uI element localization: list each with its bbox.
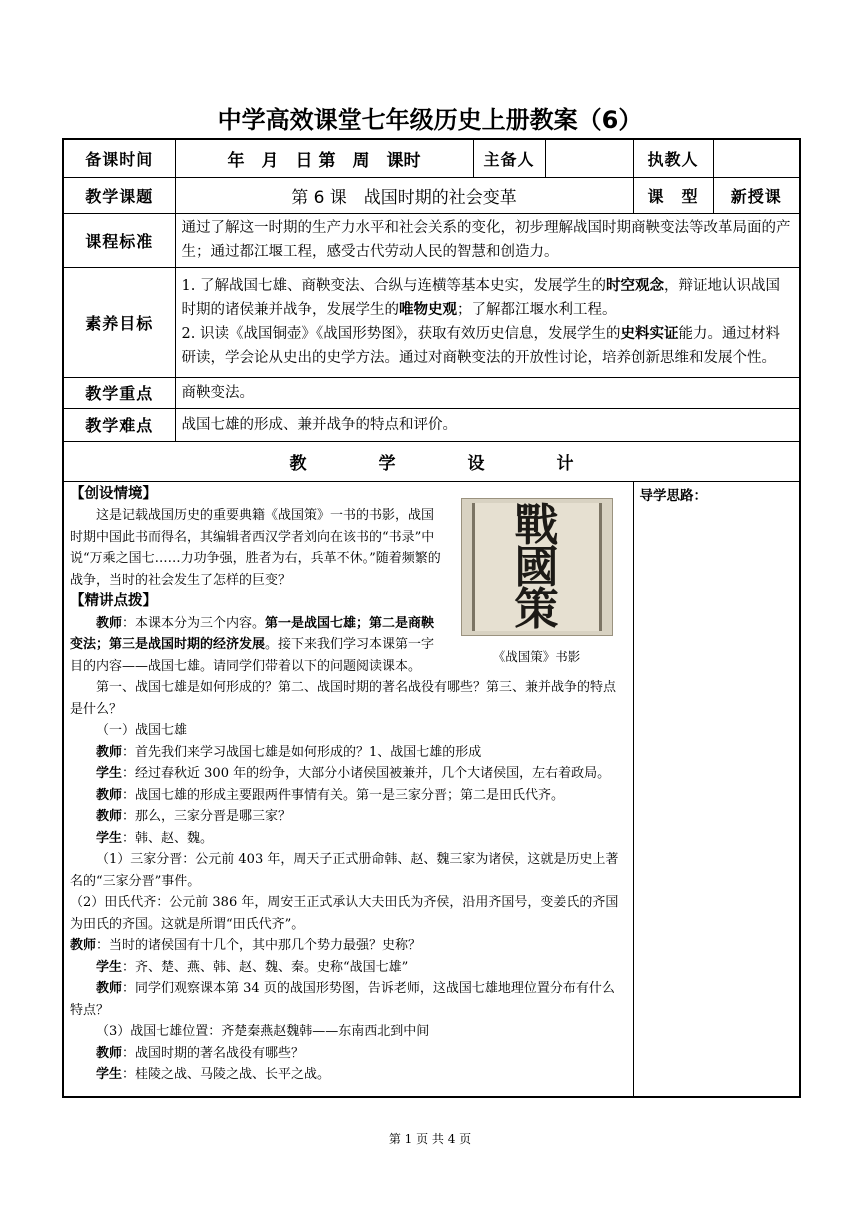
paragraph: 这是记载战国历史的重要典籍《战国策》一书的书影，战国时期中国此书而得名，其编辑者西汉学者刘向在该书的“书录”中说“万乘之国七……力功争强，胜者为右，兵革不休。”随着频繁的战争，当时的社会发生了怎样的巨变？: [70, 508, 441, 588]
text: 。接下来我们学习本课第一字目的内容——战国七雄。请同学们带着以下的问题阅读课本。: [70, 637, 435, 674]
goals-text: ，辩证地认识战国时期的诸侯兼并战争，发展学生的: [181, 278, 780, 318]
image-caption: 《战国策》书影: [492, 648, 581, 664]
text: ：当时的诸侯国有十几个，其中那几个势力最强？史称？: [96, 938, 422, 953]
row-standard: [63, 213, 800, 267]
paragraph: [70, 978, 627, 1021]
goals-text: ；了解都江堰水利工程。: [457, 302, 617, 318]
teaching-content: [63, 481, 633, 1097]
paragraph: 第一、战国七雄是如何形成的？第二、战国时期的著名战役有哪些？第三、兼并战争的特点是什么？: [70, 680, 617, 717]
zhanguoce-book-image: [461, 498, 613, 636]
prep-time-label: 备课时间: [63, 139, 175, 177]
key-point-value: 商鞅变法。: [175, 377, 800, 408]
goals-label: 素养目标: [63, 267, 175, 377]
speaker: 学生: [96, 766, 123, 781]
design-char: 计: [556, 453, 574, 474]
section-title: 【创设情境】: [70, 485, 157, 502]
speaker: 学生: [96, 830, 123, 846]
row-design-header: [63, 441, 800, 481]
paragraph: [70, 1064, 627, 1086]
speaker: 教师: [70, 938, 97, 953]
paragraph: [70, 785, 627, 807]
paragraph: [70, 806, 627, 828]
goals-text: 能力。通过材料研读，学会论从史出的史学方法。通过对商鞅变法的开放性讨论，培养创新思维和发展个性。: [181, 326, 780, 366]
preparer-label: 主备人: [473, 139, 545, 177]
row-topic: [63, 177, 800, 213]
lesson-plan-table: [62, 138, 801, 1098]
difficulty-label: 教学难点: [63, 408, 175, 441]
design-char: 设: [467, 453, 485, 474]
speaker: 教师: [96, 1045, 123, 1061]
speaker: 学生: [96, 1067, 123, 1082]
standard-value: 通过了解这一时期的生产力水平和社会关系的变化，初步理解战国时期商鞅变法等改革局面的产生；通过都江堰工程，感受古代劳动人民的智慧和创造力。: [175, 213, 800, 267]
book-image-figure: [461, 498, 613, 668]
row-difficulty: [63, 408, 800, 441]
design-char: 学: [378, 453, 396, 474]
key-point-label: 教学重点: [63, 377, 175, 408]
paragraph: [70, 828, 627, 850]
lesson-type-value: 新授课: [713, 177, 800, 213]
topic-value: 第 6 课 战国时期的社会变革: [175, 177, 633, 213]
speaker: 学生: [96, 959, 123, 975]
goals-text: 1. 了解战国七雄、商鞅变法、合纵与连横等基本史实，发展学生的: [181, 278, 606, 294]
speaker: 教师: [96, 787, 123, 803]
topic-label: 教学课题: [63, 177, 175, 213]
speaker: 教师: [96, 981, 123, 996]
goals-keyword: 时空观念: [605, 277, 664, 294]
prep-time-value: 年 月 日 第 周 课时: [175, 139, 473, 177]
paragraph: [70, 957, 627, 979]
text: ：首先我们来学习战国七雄是如何形成的？1、战国七雄的形成: [122, 744, 482, 760]
text-bold: 第一是战国七雄；第二是商鞅变法；第三是战国时期的经济发展: [70, 615, 435, 652]
paragraph: （2）田氏代齐：公元前 386 年，周安王正式承认大夫田氏为齐侯，沿用齐国号，变姜氏的齐国为田氏的齐国。这就是所谓“田氏代齐”。: [70, 895, 619, 932]
text: ：战国七雄的形成主要跟两件事情有关。第一是三家分晋；第二是田氏代齐。: [122, 787, 565, 803]
preparer-value: [545, 139, 633, 177]
design-header: [63, 441, 800, 481]
document-title: 中学高效课堂七年级历史上册教案（6）: [217, 106, 643, 134]
text: ：经过春秋近 300 年的纷争，大部分小诸侯国被兼并，几个大诸侯国，左右着政局。: [122, 766, 611, 781]
row-prep-time: [63, 139, 800, 177]
paragraph: （一）战国七雄: [96, 723, 188, 738]
text: ：齐、楚、燕、韩、赵、魏、秦。史称“战国七雄”: [122, 959, 409, 975]
row-goals: [63, 267, 800, 377]
guide-notes: 导学思路：: [633, 481, 800, 1097]
text: ：战国时期的著名战役有哪些？: [122, 1045, 305, 1061]
speaker: 教师: [96, 809, 123, 824]
paragraph: [70, 935, 627, 957]
paragraph: （3）战国七雄位置：齐楚秦燕赵魏韩——东南西北到中间: [96, 1024, 430, 1039]
page-footer: 第 1 页 共 4 页: [388, 1132, 472, 1146]
paragraph: [70, 742, 627, 764]
goals-value: [175, 267, 800, 377]
row-design-body: [63, 481, 800, 1097]
row-key-point: [63, 377, 800, 408]
text: ：同学们观察课本第 34 页的战国形势图，告诉老师，这战国七雄地理位置分布有什么特点？: [70, 981, 615, 1018]
goals-text: 2. 识读《战国铜壶》《战国形势图》，获取有效历史信息，发展学生的: [181, 326, 621, 342]
image-glyph: 國: [514, 541, 559, 593]
text: ：本课本分为三个内容。: [122, 615, 266, 631]
teacher-label: 执教人: [633, 139, 713, 177]
speaker: 教师: [96, 744, 123, 760]
paragraph: [70, 763, 627, 785]
goals-keyword: 史料实证: [620, 325, 679, 342]
text: ：那么，三家分晋是哪三家？: [122, 809, 292, 824]
design-char: 教: [289, 453, 307, 474]
difficulty-value: 战国七雄的形成、兼并战争的特点和评价。: [175, 408, 800, 441]
lesson-type-label: 课 型: [633, 177, 713, 213]
standard-label: 课程标准: [63, 213, 175, 267]
goals-keyword: 唯物史观: [399, 301, 457, 318]
text: ：韩、赵、魏。: [122, 830, 214, 846]
image-glyph: 策: [514, 583, 559, 635]
teacher-value: [713, 139, 800, 177]
speaker: 教师: [96, 615, 123, 631]
paragraph: [70, 1043, 627, 1065]
text: ：桂陵之战、马陵之战、长平之战。: [122, 1067, 331, 1082]
paragraph: （1）三家分晋：公元前 403 年，周天子正式册命韩、赵、魏三家为诸侯，这就是历史上著名的“三家分晋”事件。: [70, 852, 619, 889]
image-glyph: 戰: [514, 499, 559, 551]
section-title: 【精讲点拨】: [70, 593, 157, 609]
